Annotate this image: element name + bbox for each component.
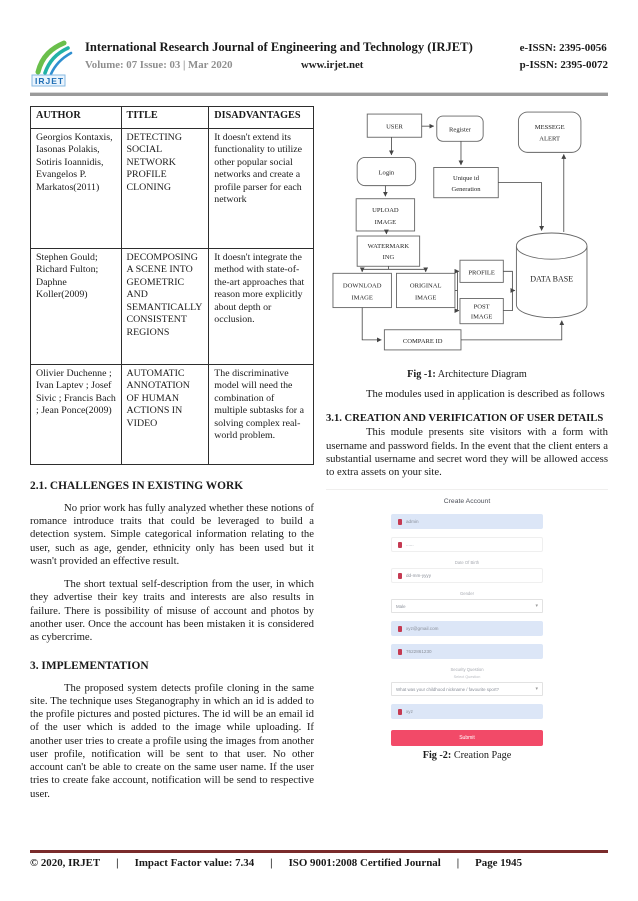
create-account-title: Create Account [443,498,491,506]
architecture-diagram [326,106,602,360]
svg-text:COMPARE ID: COMPARE ID [402,337,443,345]
email-field: xyz@gmail.com [391,621,543,636]
col-header-author: AUTHOR [31,107,122,129]
footer-separator: | [456,857,460,869]
phone-icon [398,649,402,655]
cell-author: Stephen Gould; Richard Fulton; Daphne Koller(2009) [31,248,122,364]
svg-text:Register: Register [449,126,471,134]
password-field: ...... [391,537,543,552]
security-question-label: Security Question [450,667,484,673]
svg-text:Unique id: Unique id [453,175,480,183]
right-column [326,106,608,801]
svg-text:IMAGE: IMAGE [414,294,437,302]
cell-title: AUTOMATIC ANNOTATION OF HUMAN ACTIONS IN VIDEO [121,364,209,464]
heading-implementation: 3. IMPLEMENTATION [30,659,149,672]
dob-field: dd-mm-yyyy [391,568,543,583]
paragraph-creation: This module presents site visitors with a form with username and password fields. In the event that the client enters a substantial username and secret word they will be allowed access to extra assets on your site. [326,426,608,479]
svg-text:ORIGINAL: ORIGINAL [409,282,442,290]
diagram-node-register [449,127,472,134]
username-field: admin [391,514,543,529]
journal-website-link[interactable]: www.irjet.net [301,59,364,72]
mobile-field: 7622861230 [391,644,543,659]
journal-header [30,40,608,88]
svg-text:POST: POST [473,303,490,311]
p-issn: p-ISSN: 2395-0072 [519,59,608,72]
cell-author: Georgios Kontaxis, Iasonas Polakis, Sotiris Ioannidis, Evangelos P. Markatos(2011) [31,128,122,248]
svg-text:Login: Login [378,169,395,177]
gender-select: Male ▾ [391,599,543,613]
footer-impact-factor: Impact Factor value: 7.34 [134,857,255,869]
page-body [30,106,608,801]
literature-table [30,106,314,465]
table-row [31,248,314,364]
svg-text:DATA BASE: DATA BASE [530,274,574,284]
irjet-logo-icon [30,40,76,88]
create-account-card [391,490,543,746]
dob-label: Date Of Birth [454,560,480,566]
footer-iso: ISO 9001:2008 Certified Journal [288,857,441,869]
svg-text:IMAGE: IMAGE [470,313,493,321]
paragraph-challenges-1: No prior work has fully analyzed whether these notions of romance introduce traits that could be leveraged to build a detection system. Simple categorical information relating to the user, such as age, gender, ethnicity only has been used but it wasn't provided an effective result. [30,501,314,567]
user-icon [398,519,402,525]
creation-page-screenshot [326,489,608,742]
lock-icon [398,542,402,548]
page-footer [30,850,608,869]
volume-issue: Volume: 07 Issue: 03 | Mar 2020 [85,59,233,72]
gender-label: Gender [460,591,474,597]
header-subline [85,59,511,71]
fig1-label: Fig -1: [407,369,436,380]
diagram-node-profile [468,269,495,276]
issn-block [520,40,608,74]
svg-text:ALERT: ALERT [539,135,561,143]
e-issn: e-ISSN: 2395-0056 [519,42,607,54]
cell-title: DETECTING SOCIAL NETWORK PROFILE CLONING [121,128,209,248]
chevron-down-icon: ▾ [535,686,538,693]
key-icon [398,709,402,715]
svg-text:PROFILE: PROFILE [468,269,495,277]
left-column [30,106,314,801]
cell-author: Olivier Duchenne ; Ivan Laptev ; Josef Sivic ; Francis Bach ; Jean Ponce(2009) [31,364,122,464]
cell-title: DECOMPOSING A SCENE INTO GEOMETRIC AND SEMANTICALLY CONSISTENT REGIONS [121,248,209,364]
svg-text:USER: USER [386,123,403,131]
svg-text:Generation: Generation [451,186,481,194]
footer-separator: | [116,857,119,869]
svg-text:MESSEGE: MESSEGE [534,124,565,132]
fig1-caption: Fig -1: Architecture Diagram [407,369,527,380]
paragraph-challenges-2: The short textual self-description from the user, in which they advertise their key traits and interests are also results in failure. There is possibility of misuse of account and photos by another user. Once the account has been mistaken it is considered as cybercrime. [30,578,314,644]
security-question-select: What was your childhood nickname / favourite sport? ▾ [391,682,543,696]
footer-page-number: Page 1945 [475,857,523,869]
cell-disadvantages: It doesn't integrate the method with state-of-the-art approaches that reason more explicitly about depth or occlusion. [209,248,314,364]
chevron-down-icon: ▾ [535,603,538,610]
diagram-node-compare-id [403,338,443,345]
diagram-node-user [386,124,403,131]
heading-creation: 3.1. CREATION AND VERIFICATION OF USER DETAILS [326,413,604,425]
diagram-node-database [530,274,573,283]
table-header-row [31,107,314,129]
fig2-caption: Fig -2: Creation Page [422,750,512,762]
journal-title: International Research Journal of Engineering and Technology (IRJET) [85,40,473,54]
heading-challenges: 2.1. CHALLENGES IN EXISTING WORK [30,479,244,492]
col-header-disadvantages: DISADVANTAGES [209,107,314,129]
fig2-label: Fig -2: [422,750,452,762]
select-question-label: Select Question [453,675,481,680]
envelope-icon [398,626,402,632]
calendar-icon [398,573,402,579]
footer-copyright: © 2020, IRJET [30,857,101,869]
cell-disadvantages: It doesn't extend its functionality to utilize other popular social networks and create a profile parser for each network [209,128,314,248]
paragraph-implementation: The proposed system detects profile cloning in the same site. The technique uses Steganography in which an id is added to the profile pictures and posted pictures. The id will be an email id of the user which is added to the image while uploading. If another user tries to create a profile using the images from another user profile, notification will be sent to that user. No other account can't be able to create on the same user name. If the user tries to create fake account, notification will be send to respective user. [30,681,315,800]
svg-text:WATERMARK: WATERMARK [367,243,410,251]
svg-text:IMAGE: IMAGE [351,294,373,302]
svg-text:ING: ING [382,254,395,262]
footer-separator: | [270,857,273,869]
paragraph-modules-intro: The modules used in application is described as follows [366,388,605,400]
answer-field: xyz [391,704,543,719]
svg-text:DOWNLOAD: DOWNLOAD [342,282,382,290]
table-row [31,128,314,248]
svg-text:IMAGE: IMAGE [374,218,397,226]
diagram-node-login [379,170,395,177]
svg-text:IRJET: IRJET [35,76,65,86]
table-row [31,364,314,464]
submit-button: Submit [391,730,543,746]
header-divider [30,92,608,96]
svg-text:UPLOAD: UPLOAD [372,206,399,214]
cell-disadvantages: The discriminative model will need the combination of multiple subtasks for a solving complex real-world problem. [209,364,314,464]
col-header-title: TITLE [121,107,209,129]
header-title-block [85,40,511,71]
